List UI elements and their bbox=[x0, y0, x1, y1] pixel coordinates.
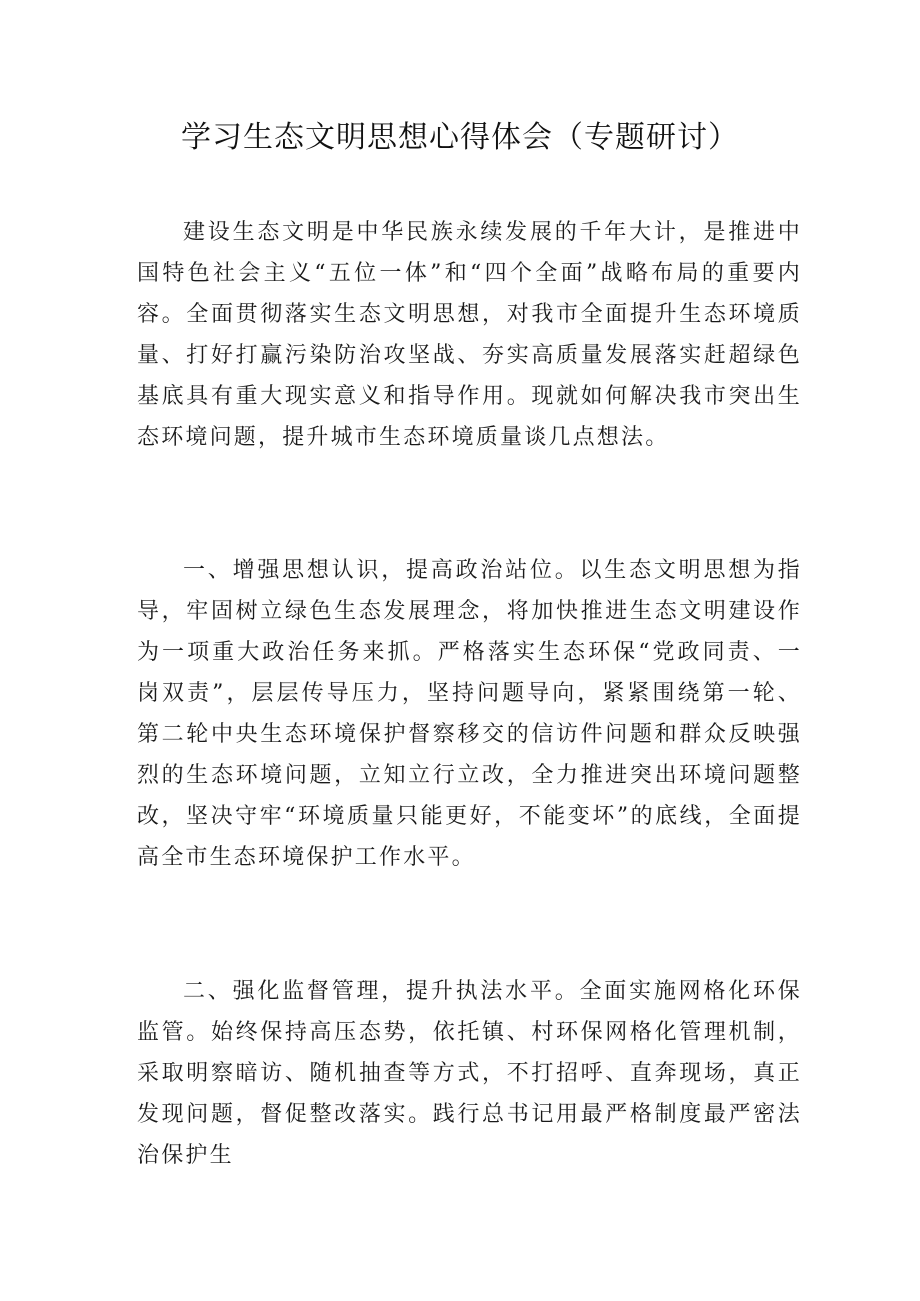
paragraph-section-1: 一、增强思想认识，提高政治站位。以生态文明思想为指导，牢固树立绿色生态发展理念，将加快推进生态文明建设作为一项重大政治任务来抓。严格落实生态环保“党政同责、一岗双责”，层层传导压力，坚持问题导向，紧紧围绕第一轮、第二轮中央生态环境保护督察移交的信访件问题和群众反映强烈的生态环境问题，立知立行立改，全力推进突出环境问题整改，坚决守牢“环境质量只能更好，不能变坏”的底线，全面提高全市生态环境保护工作水平。 bbox=[137, 558, 802, 870]
paragraph-section-2: 二、强化监督管理，提升执法水平。全面实施网格化环保监管。始终保持高压态势，依托镇、村环保网格化管理机制，采取明察暗访、随机抽查等方式，不打招呼、直奔现场，真正发现问题，督促整改落实。践行总书记用最严格制度最严密法治保护生 bbox=[137, 979, 802, 1168]
page-title: 学习生态文明思想心得体会（专题研讨） bbox=[181, 120, 739, 155]
paragraph-intro: 建设生态文明是中华民族永续发展的千年大计，是推进中国特色社会主义“五位一体”和“四个全面”战略布局的重要内容。全面贯彻落实生态文明思想，对我市全面提升生态环境质量、打好打赢污染防治攻坚战、夯实高质量发展落实赶超绿色基底具有重大现实意义和指导作用。现就如何解决我市突出生态环境问题，提升城市生态环境质量谈几点想法。 bbox=[137, 220, 802, 450]
